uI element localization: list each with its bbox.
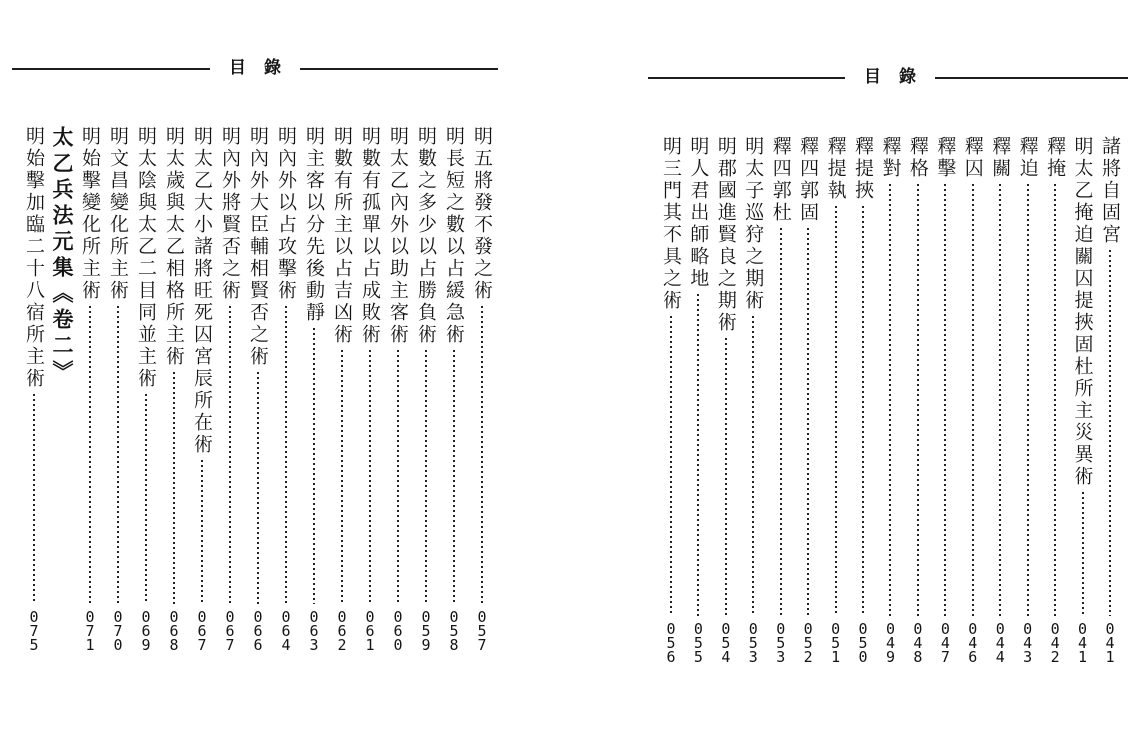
toc-page-number: 067 [197, 608, 207, 654]
toc-entry [1097, 136, 1123, 664]
toc-page-number: 054 [721, 620, 731, 666]
toc-leader-dots [725, 338, 727, 616]
toc-entry-title: 釋關 [989, 136, 1012, 180]
toc-page-number: 047 [940, 620, 950, 666]
page-header-title: 目錄 [864, 67, 934, 87]
toc-entry [850, 136, 876, 664]
toc-page-number: 068 [169, 608, 179, 654]
toc-leader-dots [752, 316, 754, 616]
toc-page-number: 041 [1105, 620, 1115, 666]
toc-page-number: 057 [477, 608, 487, 654]
toc-leader-dots [889, 184, 891, 616]
header-rule-right [935, 77, 1128, 79]
toc-entry-title: 明主客以分先後動靜 [303, 126, 325, 324]
toc-page-number: 060 [393, 608, 403, 654]
toc-page-number: 044 [995, 620, 1005, 666]
toc-page-number: 056 [666, 620, 676, 666]
toc-entry-title: 明數有孤單以占成敗術 [359, 126, 381, 346]
toc-entry [823, 136, 849, 664]
toc-entry-title: 明五將發不發之術 [471, 126, 493, 302]
toc-entry-title: 釋擊 [934, 136, 957, 180]
toc-entry-title: 明始擊加臨二十八宿所主術 [23, 126, 45, 390]
toc-entry-title: 明太乙掩迫關囚提挾固杜所主災異術 [1071, 136, 1094, 488]
toc-leader-dots [1109, 250, 1111, 616]
toc-entry [1042, 136, 1068, 664]
toc-page-number: 053 [748, 620, 758, 666]
toc-entry-title: 諸將自固宮 [1099, 136, 1121, 246]
toc-entry-title: 明文昌變化所主術 [107, 126, 129, 302]
toc-page-number: 071 [85, 608, 95, 654]
toc-entry-title: 明太歲與太乙相格所主術 [163, 126, 185, 368]
toc-entry-title: 釋四郭杜 [769, 136, 792, 224]
toc-page-number: 061 [365, 608, 375, 654]
toc-entry-title: 明內外以占攻擊術 [275, 126, 297, 302]
toc-leader-dots [670, 316, 672, 616]
toc-entry [768, 136, 794, 664]
toc-leader-dots [917, 184, 919, 616]
toc-page-number: 063 [309, 608, 319, 654]
toc-page-number: 075 [29, 608, 39, 654]
toc-page-number: 070 [113, 608, 123, 654]
section-heading-text: 太乙兵法元集《卷二》 [50, 126, 75, 386]
toc-leader-dots [862, 206, 864, 616]
toc-entry [1070, 136, 1096, 664]
toc-entry-title: 釋掩 [1044, 136, 1067, 180]
toc-leader-dots [835, 206, 837, 616]
toc-page-number: 064 [281, 608, 291, 654]
header-rule-left [648, 77, 845, 79]
toc-page-number: 041 [1078, 620, 1088, 666]
toc-page-number: 058 [449, 608, 459, 654]
toc-entry-title: 釋格 [906, 136, 929, 180]
toc-page-number: 049 [885, 620, 895, 666]
toc-page-number: 042 [1050, 620, 1060, 666]
toc-page-number: 069 [141, 608, 151, 654]
toc-entry-title: 明數有所主以占吉凶術 [331, 126, 353, 346]
toc-entry [877, 136, 903, 664]
toc-entry [1015, 136, 1041, 664]
toc-entry-title: 釋四郭固 [797, 136, 820, 224]
toc-entry-title: 明始擊變化所主術 [79, 126, 101, 302]
toc-entry-title: 明太子巡狩之期術 [742, 136, 765, 312]
toc-leader-dots [972, 184, 974, 616]
toc-entry-title: 釋提挾 [852, 136, 875, 202]
toc-page-number: 062 [337, 608, 347, 654]
toc-leader-dots [807, 228, 809, 616]
toc-entry [740, 136, 766, 664]
toc-entry-title: 明內外將賢否之術 [219, 126, 241, 302]
page-header-title: 目錄 [229, 58, 299, 78]
toc-page-number: 050 [858, 620, 868, 666]
toc-leader-dots [697, 294, 699, 616]
toc-leader-dots [780, 228, 782, 616]
toc-entry [905, 136, 931, 664]
toc-entry-title: 釋囚 [961, 136, 984, 180]
toc-entry-title: 明數之多少以占勝負術 [415, 126, 437, 346]
toc-entry [960, 136, 986, 664]
toc-entry-title: 明郡國進賢良之期術 [714, 136, 737, 334]
toc-entry-title: 明三門其不具之術 [659, 136, 682, 312]
toc-page-number: 066 [253, 608, 263, 654]
toc-entry-title: 明人君出師略地 [687, 136, 710, 290]
toc-entry-title: 明長短之數以占緩急術 [443, 126, 465, 346]
toc-entry [795, 136, 821, 664]
toc-page-number: 067 [225, 608, 235, 654]
toc-entry [987, 136, 1013, 664]
toc-entry-title: 明太乙內外以助主客術 [387, 126, 409, 346]
toc-leader-dots [1027, 184, 1029, 616]
toc-entry-title: 釋迫 [1016, 136, 1039, 180]
toc-entry-title: 明內外大臣輔相賢否之術 [247, 126, 269, 368]
toc-leader-dots [944, 184, 946, 616]
toc-page-number: 046 [968, 620, 978, 666]
toc-page-number: 043 [1023, 620, 1033, 666]
toc-entry-title: 釋提執 [824, 136, 847, 202]
toc-entry [932, 136, 958, 664]
toc-entry-title: 明太乙大小諸將旺死囚宮辰所在術 [191, 126, 213, 456]
toc-leader-dots [999, 184, 1001, 616]
toc-leader-dots [1054, 184, 1056, 616]
toc-entry [713, 136, 739, 664]
toc-entry-title: 釋對 [879, 136, 902, 180]
toc-page-number: 051 [831, 620, 841, 666]
toc-leader-dots [1082, 492, 1084, 616]
toc-entry [685, 136, 711, 664]
toc-entry [658, 136, 684, 664]
toc-page-number: 053 [776, 620, 786, 666]
toc-page-number: 059 [421, 608, 431, 654]
toc-page-number: 052 [803, 620, 813, 666]
toc-entry-title: 明太陰與太乙二目同並主術 [135, 126, 157, 390]
toc-page-number: 048 [913, 620, 923, 666]
toc-page-number: 055 [693, 620, 703, 666]
